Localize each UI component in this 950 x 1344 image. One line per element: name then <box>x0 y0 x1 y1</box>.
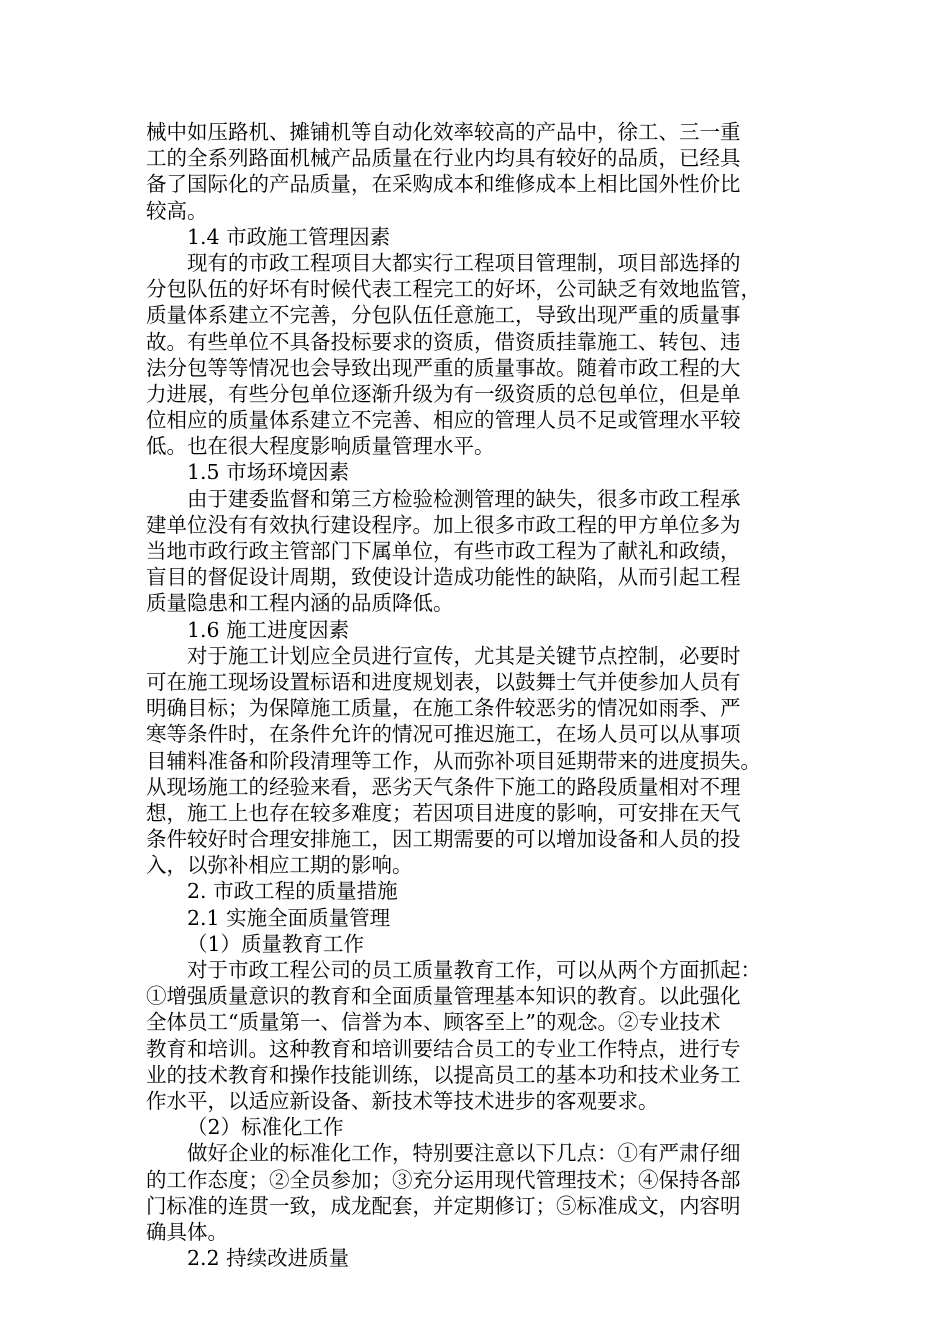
paragraph-line: 入，以弥补相应工期的影响。 <box>146 853 413 878</box>
paragraph-first-line: 现有的市政工程项目大都实行工程项目管理制，项目部选择的 <box>187 250 741 275</box>
paragraph-line: 械中如压路机、摊铺机等自动化效率较高的产品中，徐工、三一重 <box>146 120 741 144</box>
paragraph-line: ①增强质量意识的教育和全面质量管理基本知识的教育。以此强化 <box>146 984 741 1009</box>
paragraph-line: 较高。 <box>146 198 208 223</box>
paragraph-line: 教育和培训。这种教育和培训要结合员工的专业工作特点，进行专 <box>146 1036 741 1061</box>
section-heading: （2）标准化工作 <box>187 1115 344 1140</box>
paragraph-line: 业的技术教育和操作技能训练，以提高员工的基本功和技术业务工 <box>146 1062 741 1087</box>
paragraph-line: 确具体。 <box>146 1219 228 1244</box>
paragraph-line: 条件较好时合理安排施工，因工期需要的可以增加设备和人员的投 <box>146 827 741 852</box>
paragraph-first-line: 由于建委监督和第三方检验检测管理的缺失，很多市政工程承 <box>187 486 741 511</box>
paragraph-line: 备了国际化的产品质量，在采购成本和维修成本上相比国外性价比 <box>146 172 741 197</box>
paragraph-line: 质量体系建立不完善，分包队伍任意施工，导致出现严重的质量事 <box>146 303 741 328</box>
paragraph-line: 从现场施工的经验来看，恶劣天气条件下施工的路段质量相对不理 <box>146 774 741 799</box>
paragraph-line: 明确目标；为保障施工质量，在施工条件较恶劣的情况如雨季、严 <box>146 696 741 721</box>
section-heading: （1）质量教育工作 <box>187 931 365 956</box>
section-heading: 1.5 市场环境因素 <box>187 460 350 485</box>
paragraph-line: 位相应的质量体系建立不完善、相应的管理人员不足或管理水平较 <box>146 408 741 433</box>
paragraph-line: 可在施工现场设置标语和进度规划表，以鼓舞士气并使参加人员有 <box>146 669 741 694</box>
section-heading: 2. 市政工程的质量措施 <box>187 879 398 904</box>
paragraph-line: 当地市政行政主管部门下属单位，有些市政工程为了献礼和政绩， <box>146 539 741 563</box>
paragraph-line: 全体员工“质量第一、信誉为本、顾客至上”的观念。②专业技术 <box>146 1010 721 1035</box>
section-heading: 1.6 施工进度因素 <box>187 617 350 642</box>
paragraph-line: 寒等条件时，在条件允许的情况可推迟施工，在场人员可以从事项 <box>146 722 741 747</box>
paragraph-first-line: 对于市政工程公司的员工质量教育工作，可以从两个方面抓起： <box>187 958 761 982</box>
paragraph-line: 低。也在很大程度影响质量管理水平。 <box>146 434 495 459</box>
paragraph-line: 想，施工上也存在较多难度；若因项目进度的影响，可安排在天气 <box>146 800 741 825</box>
paragraph-line: 故。有些单位不具备投标要求的资质，借资质挂靠施工、转包、违 <box>146 329 741 354</box>
paragraph-line: 门标准的连贯一致，成龙配套，并定期修订；⑤标准成文，内容明 <box>146 1193 741 1218</box>
document-page <box>146 119 806 1271</box>
section-heading: 1.4 市政施工管理因素 <box>187 224 391 249</box>
paragraph-line: 工的全系列路面机械产品质量在行业内均具有较好的品质，已经具 <box>146 146 741 171</box>
paragraph-first-line: 对于施工计划应全员进行宣传，尤其是关键节点控制，必要时 <box>187 643 741 668</box>
paragraph-line: 的工作态度；②全员参加；③充分运用现代管理技术；④保持各部 <box>146 1167 741 1192</box>
paragraph-line: 分包队伍的好坏有时候代表工程完工的好坏，公司缺乏有效地监管， <box>146 277 761 302</box>
section-heading: 2.2 持续改进质量 <box>187 1246 350 1271</box>
paragraph-line: 目辅料准备和阶段清理等工作，从而弥补项目延期带来的进度损失。 <box>146 748 761 773</box>
paragraph-line: 作水平，以适应新设备、新技术等技术进步的客观要求。 <box>146 1088 659 1113</box>
paragraph-line: 法分包等等情况也会导致出现严重的质量事故。随着市政工程的大 <box>146 355 741 380</box>
paragraph-line: 力进展，有些分包单位逐渐升级为有一级资质的总包单位，但是单 <box>146 381 741 406</box>
paragraph-line: 盲目的督促设计周期，致使设计造成功能性的缺陷，从而引起工程 <box>146 565 741 590</box>
paragraph-first-line: 做好企业的标准化工作，特别要注意以下几点：①有严肃仔细 <box>187 1141 741 1166</box>
paragraph-line: 建单位没有有效执行建设程序。加上很多市政工程的甲方单位多为 <box>146 512 741 537</box>
section-heading: 2.1 实施全面质量管理 <box>187 905 391 930</box>
paragraph-line: 质量隐患和工程内涵的品质降低。 <box>146 591 454 616</box>
